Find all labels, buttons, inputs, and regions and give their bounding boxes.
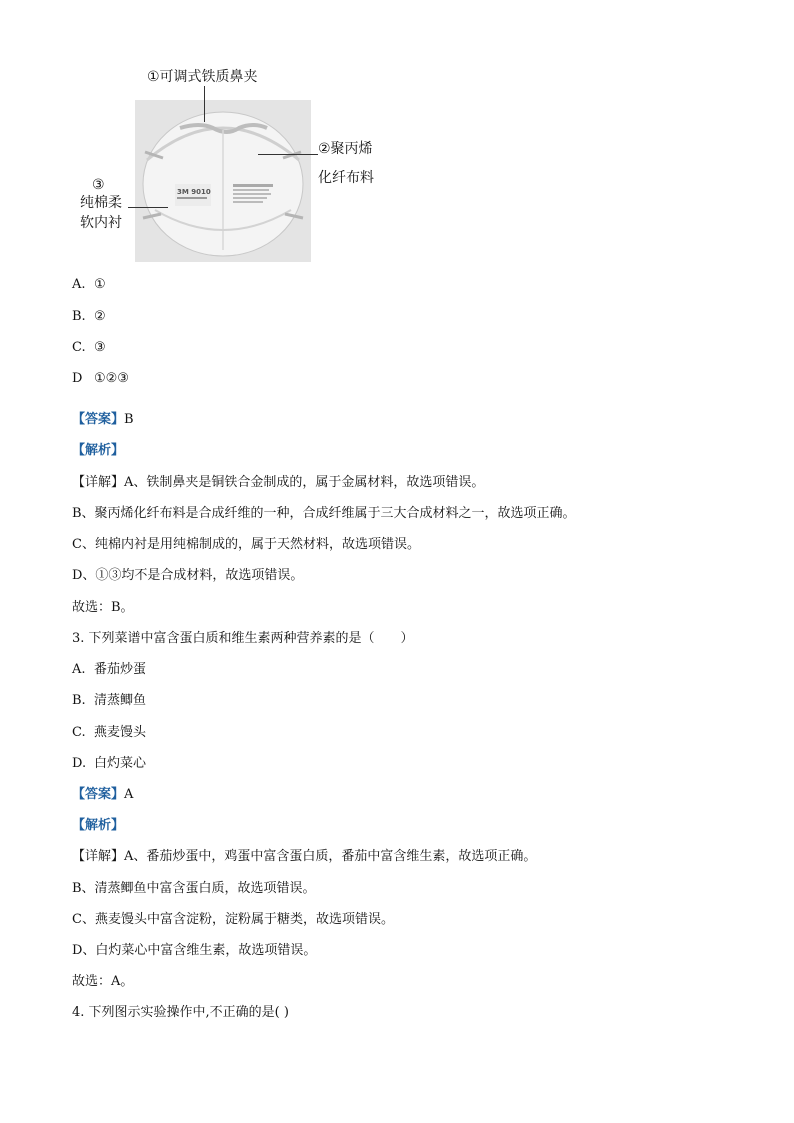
mask-image	[135, 100, 311, 262]
q2-conclusion: 故选：B。	[72, 600, 134, 615]
q3-detail-line-4: D、白灼菜心中富含维生素，故选项错误。	[72, 943, 317, 958]
mask-brand-text: 3M 9010	[177, 188, 211, 196]
leader-line-polypropylene	[258, 154, 318, 155]
q3-option-a: A. 番茄炒蛋	[72, 662, 147, 677]
label-cotton-lining-line2: 纯棉柔	[80, 195, 122, 211]
label-cotton-lining-line3: 软内衬	[80, 215, 122, 231]
q2-detail-line-1: 【详解】A、铁制鼻夹是铜铁合金制成的，属于金属材料，故选项错误。	[72, 475, 485, 490]
q3-answer: 【答案】A	[72, 787, 134, 802]
q2-answer: 【答案】B	[72, 412, 134, 427]
q3-analysis-tag: 【解析】	[72, 818, 125, 833]
mask-figure	[0, 0, 794, 270]
label-polypropylene-line1: ②聚丙烯	[318, 141, 373, 157]
q3-detail-line-1: 【详解】A、番茄炒蛋中，鸡蛋中富含蛋白质，番茄中富含维生素，故选项正确。	[72, 849, 537, 864]
q2-analysis-tag: 【解析】	[72, 443, 125, 458]
q4-stem: 4. 下列图示实验操作中,不正确的是( )	[72, 1005, 289, 1020]
detail-tag: 【详解】	[72, 849, 125, 864]
q3-option-c: C. 燕麦馒头	[72, 725, 147, 740]
q2-option-c: C. ③	[72, 340, 106, 355]
q2-option-d: D ①②③	[72, 371, 129, 386]
label-cotton-lining-line1: ③	[92, 177, 105, 193]
answer-tag: 【答案】	[72, 787, 125, 802]
leader-line-nose-clip	[204, 86, 205, 122]
leader-line-cotton-lining	[128, 207, 168, 208]
q2-detail-line-3: C、纯棉内衬是用纯棉制成的，属于天然材料，故选项错误。	[72, 537, 420, 552]
q2-option-b: B. ②	[72, 309, 106, 324]
q3-conclusion: 故选：A。	[72, 974, 134, 989]
q3-option-b: B. 清蒸鲫鱼	[72, 693, 147, 708]
q2-detail-line-4: D、①③均不是合成材料，故选项错误。	[72, 568, 304, 583]
q2-option-a: A. ①	[72, 277, 106, 292]
q2-detail-line-2: B、聚丙烯化纤布料是合成纤维的一种，合成纤维属于三大合成材料之一，故选项正确。	[72, 506, 576, 521]
q3-detail-line-3: C、燕麦馒头中富含淀粉，淀粉属于糖类，故选项错误。	[72, 912, 394, 927]
label-polypropylene-line2: 化纤布料	[318, 170, 374, 186]
detail-tag: 【详解】	[72, 475, 125, 490]
answer-tag: 【答案】	[72, 412, 125, 427]
q3-option-d: D. 白灼菜心	[72, 756, 147, 771]
q3-stem: 3. 下列菜谱中富含蛋白质和维生素两种营养素的是（ ）	[72, 631, 414, 646]
q3-detail-line-2: B、清蒸鲫鱼中富含蛋白质，故选项错误。	[72, 881, 316, 896]
label-nose-clip: ①可调式铁质鼻夹	[147, 69, 258, 85]
